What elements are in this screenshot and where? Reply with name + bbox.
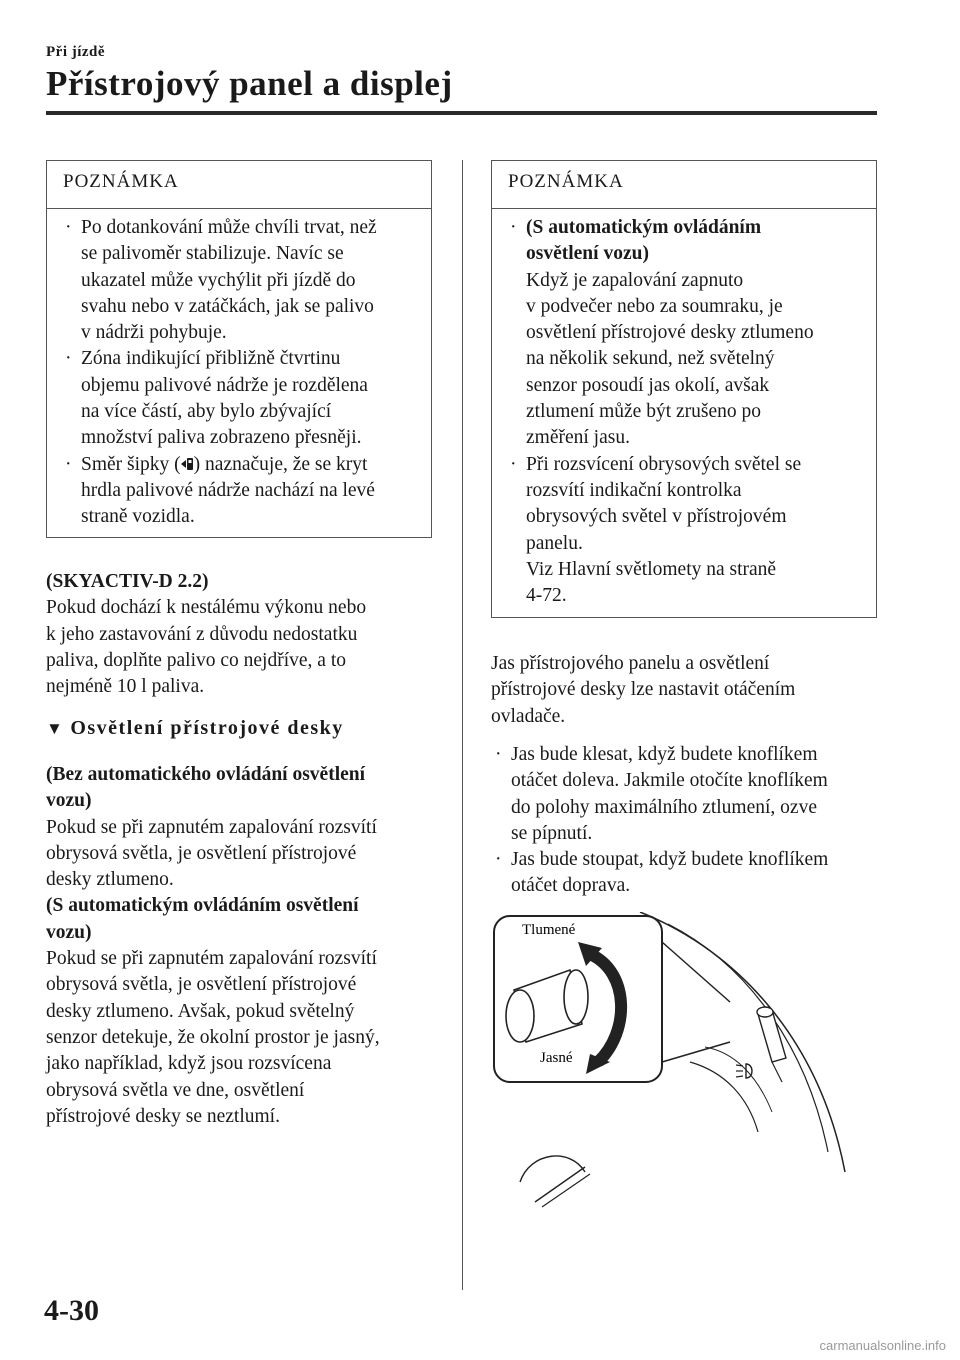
note-line: na několik sekund, než světelný — [526, 348, 775, 370]
note-line: Při rozsvícení obrysových světel se — [526, 453, 802, 475]
label-dimmed: Tlumené — [522, 922, 576, 938]
note-line: na více částí, aby bylo zbývající — [81, 401, 332, 423]
bullet-dot: · — [495, 744, 502, 765]
label-bright: Jasné — [540, 1050, 573, 1066]
note-item — [61, 346, 419, 451]
triangle-marker-icon: ▼ — [46, 719, 65, 738]
note-body — [492, 209, 876, 619]
note-line: hrdla palivové nádrže nachází na levé — [81, 479, 375, 501]
note-line — [81, 452, 419, 478]
note-line: v podvečer nebo za soumraku, je — [526, 295, 783, 317]
page-number: 4-30 — [44, 1294, 99, 1327]
note-item — [506, 452, 864, 610]
note-item — [61, 215, 419, 346]
note-line: v nádrži pohybuje. — [81, 322, 227, 344]
fuel-door-arrow-icon — [181, 456, 194, 472]
note-line: ukazatel může vychýlit při jízdě do — [81, 269, 356, 291]
headlight-icon — [736, 1064, 752, 1078]
body-line: senzor detekuje, že okolní prostor je jasný, — [46, 1026, 380, 1048]
body-line: ovladače. — [491, 705, 566, 727]
body-line: obrysová světla ve dne, osvětlení — [46, 1079, 305, 1101]
note-bold-line: (S automatickým ovládáním — [526, 217, 762, 238]
note-text-after-icon: ) naznačuje, že se kryt — [193, 453, 368, 475]
note-line: objemu palivové nádrže je rozdělena — [81, 374, 368, 396]
body-line: do polohy maximálního ztlumení, ozve — [511, 796, 817, 818]
body-line: se pípnutí. — [511, 822, 593, 844]
subheading-line: vozu) — [46, 790, 92, 812]
note-line: straně vozidla. — [81, 506, 195, 528]
section-heading-text: Osvětlení přístrojové desky — [70, 717, 344, 739]
bullet-dot: · — [495, 849, 502, 871]
bullet-dot: · — [510, 453, 517, 475]
skyactiv-section — [46, 569, 366, 700]
bullet-dot: · — [65, 453, 72, 475]
bullet-dot: · — [65, 217, 72, 238]
list-item — [491, 847, 828, 900]
note-line: Když je zapalování zapnuto — [526, 269, 744, 291]
note-item — [506, 215, 864, 452]
body-line: Pokud dochází k nestálému výkonu nebo — [46, 597, 367, 619]
note-line: Po dotankování může chvíli trvat, než — [81, 217, 377, 238]
section-kicker: Při jízdě — [46, 44, 106, 60]
right-note-box — [491, 160, 877, 618]
body-line: přístrojové desky se neztlumí. — [46, 1105, 280, 1127]
section-heading — [46, 717, 344, 740]
dimmer-lever — [757, 1007, 786, 1082]
note-body — [47, 209, 431, 541]
note-line: Viz Hlavní světlomety na straně — [526, 558, 777, 580]
body-line: jako například, když jsou rozsvícena — [46, 1053, 332, 1075]
body-line: desky ztlumeno. Avšak, pokud světelný — [46, 1000, 355, 1022]
dimmer-intro — [491, 651, 795, 730]
body-line: otáčet doprava. — [511, 875, 631, 897]
watermark: carmanualsonline.info — [819, 1338, 946, 1353]
body-line: Jas bude klesat, když budete knoflíkem — [511, 744, 818, 765]
title-rule — [46, 111, 877, 115]
body-line: paliva, doplňte palivo co nejdříve, a to — [46, 649, 346, 671]
note-line: obrysových světel v přístrojovém — [526, 506, 787, 528]
dimmer-knob-illustration — [490, 912, 880, 1212]
note-line: senzor posoudí jas okolí, avšak — [526, 374, 770, 396]
note-line: rozsvítí indikační kontrolka — [526, 479, 742, 501]
gauge-fragment — [520, 1156, 590, 1207]
left-note-box — [46, 160, 432, 538]
note-line: osvětlení přístrojové desky ztlumeno — [526, 322, 814, 344]
subheading-line: (S automatickým ovládáním osvětlení — [46, 895, 359, 917]
bullet-dot: · — [510, 217, 517, 238]
note-item — [61, 452, 419, 531]
note-line: ztlumení může být zrušeno po — [526, 401, 762, 423]
without-auto-section — [46, 762, 380, 1130]
note-heading: POZNÁMKA — [492, 161, 876, 209]
subheading-line: vozu) — [46, 921, 92, 943]
note-line: množství paliva zobrazeno přesněji. — [81, 427, 362, 449]
body-line: obrysová světla, je osvětlení přístrojové — [46, 842, 357, 864]
body-line: Pokud se při zapnutém zapalování rozsvítí — [46, 948, 377, 970]
body-line: Jas bude stoupat, když budete knoflíkem — [511, 849, 829, 871]
dimmer-bullets — [491, 742, 828, 900]
body-line: k jeho zastavování z důvodu nedostatku — [46, 623, 358, 645]
body-line: nejméně 10 l paliva. — [46, 676, 205, 698]
note-line: změření jasu. — [526, 427, 630, 449]
note-line: panelu. — [526, 532, 583, 554]
body-line: obrysová světla, je osvětlení přístrojové — [46, 974, 357, 996]
note-line: Zóna indikující přibližně čtvrtinu — [81, 348, 341, 370]
page-title: Přístrojový panel a displej — [46, 64, 453, 103]
note-heading: POZNÁMKA — [47, 161, 431, 209]
note-line: svahu nebo v zatáčkách, jak se palivo — [81, 295, 374, 317]
list-item — [491, 742, 828, 847]
note-line: 4-72. — [526, 585, 567, 607]
body-line: otáčet doleva. Jakmile otočíte knoflíkem — [511, 770, 828, 792]
bullet-dot: · — [65, 348, 72, 370]
note-text-before-icon: Směr šipky ( — [81, 453, 181, 475]
body-line: přístrojové desky lze nastavit otáčením — [491, 679, 796, 701]
note-line: se palivoměr stabilizuje. Navíc se — [81, 243, 344, 265]
body-line: Jas přístrojového panelu a osvětlení — [491, 653, 770, 674]
column-divider — [462, 160, 463, 1290]
skyactiv-heading: (SKYACTIV-D 2.2) — [46, 571, 209, 592]
subheading-line: (Bez automatického ovládání osvětlení — [46, 764, 366, 785]
note-bold-line: osvětlení vozu) — [526, 243, 649, 265]
body-line: desky ztlumeno. — [46, 869, 174, 891]
body-line: Pokud se při zapnutém zapalování rozsvítí — [46, 816, 377, 838]
